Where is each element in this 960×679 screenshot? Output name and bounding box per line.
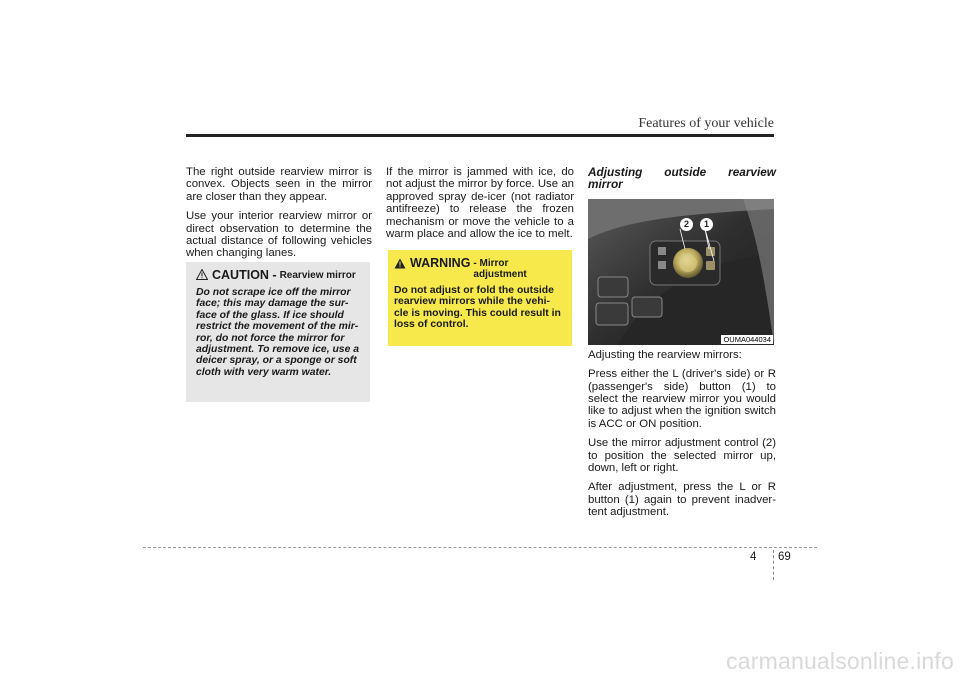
watermark: carmanualsonline.info — [726, 648, 954, 674]
mirror-control-photo — [588, 199, 774, 345]
caution-label: CAUTION - — [212, 268, 277, 282]
caution-box — [186, 262, 370, 402]
paragraph-adjust-control: Use the mirror adjustment control (2) to position the selected mirror up, down, left or right. — [588, 437, 776, 475]
column-right — [588, 166, 776, 526]
chapter-number: 4 — [750, 551, 757, 563]
caution-triangle-icon — [196, 269, 208, 280]
footer-dashed-rule — [143, 547, 817, 548]
warning-header — [394, 256, 564, 280]
column-middle — [386, 166, 574, 247]
paragraph-after-adjustment: After adjustment, press the L or R button (1) again to prevent inadver-tent adjustment. — [588, 481, 776, 519]
paragraph-select-mirror: Press either the L (driver's side) or R (passenger's side) button (1) to select the rearview mirror you would like to adjust when the ignition switch is ACC or ON position. — [588, 368, 776, 430]
warning-triangle-icon — [394, 258, 406, 269]
column-left — [186, 166, 372, 267]
photo-code-label: OUMA044034 — [723, 334, 771, 344]
callout-2: 2 — [680, 218, 693, 231]
header-rule — [186, 134, 774, 137]
warning-text: Do not adjust or fold the outside rearview mirrors while the vehi-cle is moving. This could result in loss of control. — [394, 285, 561, 331]
callout-1: 1 — [700, 218, 713, 231]
caution-subject: Rearview mirror — [279, 270, 356, 281]
caution-header — [196, 268, 362, 282]
page-number: 69 — [778, 551, 791, 563]
caution-text: Do not scrape ice off the mirror face; this may damage the sur-face of the glass. If ice should restrict the movement of the mir-ror, do not force the mirror for adjustment. To remove ice, use a deicer spray, or a sponge or soft cloth with very warm water. — [196, 287, 360, 378]
warning-box — [388, 250, 572, 346]
paragraph-interior-mirror: Use your interior rearview mirror or direct observation to determine the actual distance of following vehicles when changing lanes. — [186, 210, 372, 260]
section-heading: Adjusting outside rearview mirror — [588, 165, 776, 192]
paragraph-ice-jammed: If the mirror is jammed with ice, do not adjust the mirror by force. Use an approved spray de-icer (not radiator antifreeze) to release the frozen mechanism or move the vehicle to a warm place and allow the ice to melt. — [386, 166, 574, 241]
warning-subject: - Mirror adjustment — [473, 258, 527, 280]
warning-label: WARNING — [410, 256, 471, 270]
paragraph-convex-mirror: The right outside rearview mirror is convex. Objects seen in the mirror are closer than they appear. — [186, 166, 372, 203]
page-number-divider — [773, 550, 774, 580]
page-header-title: Features of your vehicle — [638, 116, 774, 131]
paragraph-adjusting-title: Adjusting the rearview mirrors: — [588, 348, 742, 361]
